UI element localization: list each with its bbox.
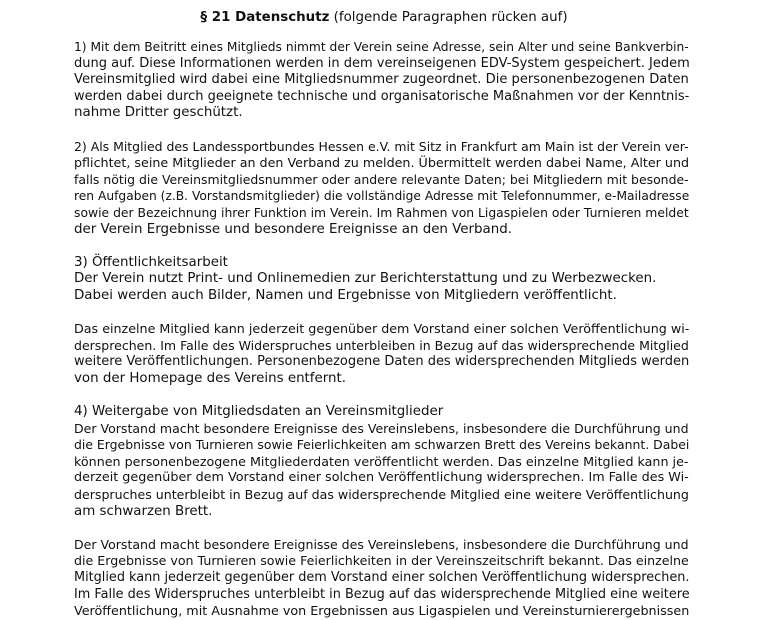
- section-heading: [74, 9, 694, 27]
- text-line: werden dabei durch geeignete technische und organisatorische Maßnahmen vor der Kenntnis-: [74, 88, 690, 104]
- text-line: von der Homepage des Vereins entfernt.: [74, 370, 347, 386]
- paragraph-3-objection: [74, 321, 690, 387]
- text-line: sowie der Bezeichnung ihrer Funktion im Verein. Im Rahmen von Ligaspielen oder Turnieren meldet: [74, 205, 689, 220]
- text-line: der Verein Ergebnisse und besondere Ereignisse an den Verband.: [74, 221, 512, 237]
- text-line: dersprechen. Im Falle des Widerspruches unterbleiben in Bezug auf das widersprechende Mitglied: [74, 337, 689, 353]
- text-line: Vereinsmitglied wird dabei eine Mitgliedsnummer zugeordnet. Die personenbezogenen Daten: [74, 72, 689, 88]
- text-line: Der Verein nutzt Print- und Onlinemedien zur Berichterstattung und zu Werbezwecken.: [74, 271, 657, 287]
- text-line: dung auf. Diese Informationen werden in dem vereinseigenen EDV-System gespeichert. Jedem: [74, 55, 690, 71]
- section-title: § 21 Datenschutz: [200, 10, 330, 25]
- text-line: 3) Öffentlichkeitsarbeit: [74, 254, 228, 270]
- text-line: 4) Weitergabe von Mitgliedsdaten an Vereinsmitglieder: [74, 404, 444, 420]
- text-line: Mitglied kann jederzeit gegenüber dem Vorstand einer solchen Veröffentlichung widersprechen.: [74, 570, 690, 585]
- text-line: Der Vorstand macht besondere Ereignisse des Vereinslebens, insbesondere die Durchführung und: [74, 536, 689, 552]
- text-line: pflichtet, seine Mitglieder an den Verband zu melden. Übermittelt werden dabei Name, Alter und: [74, 155, 690, 171]
- paragraph-2-sports-federation: [74, 138, 690, 239]
- paragraph-1-membership-data: [74, 39, 690, 122]
- text-line: Im Falle des Widerspruches unterbleibt in Bezug auf das widersprechende Mitglied eine weitere: [74, 586, 690, 602]
- text-line: am schwarzen Brett.: [74, 503, 213, 519]
- text-line: Dabei werden auch Bilder, Namen und Ergebnisse von Mitgliedern veröffentlicht.: [74, 287, 617, 303]
- paragraph-4-member-data-sharing: [74, 404, 690, 520]
- text-line: können personenbezogene Mitgliederdaten veröffentlicht werden. Das einzelne Mitglied kann je-: [74, 453, 689, 469]
- text-line: die Ergebnisse von Turnieren sowie Feierlichkeiten am schwarzen Brett des Vereins bekannt. Dabei: [74, 437, 690, 453]
- text-line: Das einzelne Mitglied kann jederzeit gegenüber dem Vorstand einer solchen Veröffentlichung wi-: [74, 321, 690, 337]
- text-line: die Ergebnisse von Turnieren sowie Feierlichkeiten in der Vereinszeitschrift bekannt. Das einzelne: [74, 553, 689, 569]
- text-line: derzeit gegenüber dem Vorstand einer solchen Veröffentlichung widersprechen. Im Falle des Wi-: [74, 470, 689, 486]
- paragraph-4-club-magazine: [74, 536, 690, 620]
- paragraph-3-public-relations: [74, 255, 686, 305]
- section-subtitle: (folgende Paragraphen rücken auf): [329, 10, 568, 25]
- text-line: weitere Veröffentlichungen. Personenbezogene Daten des widersprechenden Mitglieds werden: [74, 354, 690, 370]
- text-line: ren Aufgaben (z.B. Vorstandsmitglieder) die vollständige Adresse mit Telefonnummer, e-Mailadresse: [74, 189, 690, 204]
- text-line: Der Vorstand macht besondere Ereignisse des Vereinslebens, insbesondere die Durchführung und: [74, 420, 689, 436]
- text-line: nahme Dritter geschützt.: [74, 105, 243, 121]
- text-line: 2) Als Mitglied des Landessportbundes Hessen e.V. mit Sitz in Frankfurt am Main ist der Verein ver-: [74, 138, 689, 154]
- text-line: Veröffentlichung, mit Ausnahme von Ergebnissen aus Ligaspielen und Vereinsturnierergebnissen: [74, 603, 690, 619]
- text-line: derspruches unterbleibt in Bezug auf das widersprechende Mitglied eine weitere Veröffentlichung: [74, 487, 689, 503]
- text-line: falls nötig die Vereinsmitgliedsnummer oder andere relevante Daten; bei Mitgliedern mit besonde-: [74, 171, 689, 187]
- text-line: 1) Mit dem Beitritt eines Mitglieds nimmt der Verein seine Adresse, sein Alter und seine Bankverbin-: [74, 40, 689, 54]
